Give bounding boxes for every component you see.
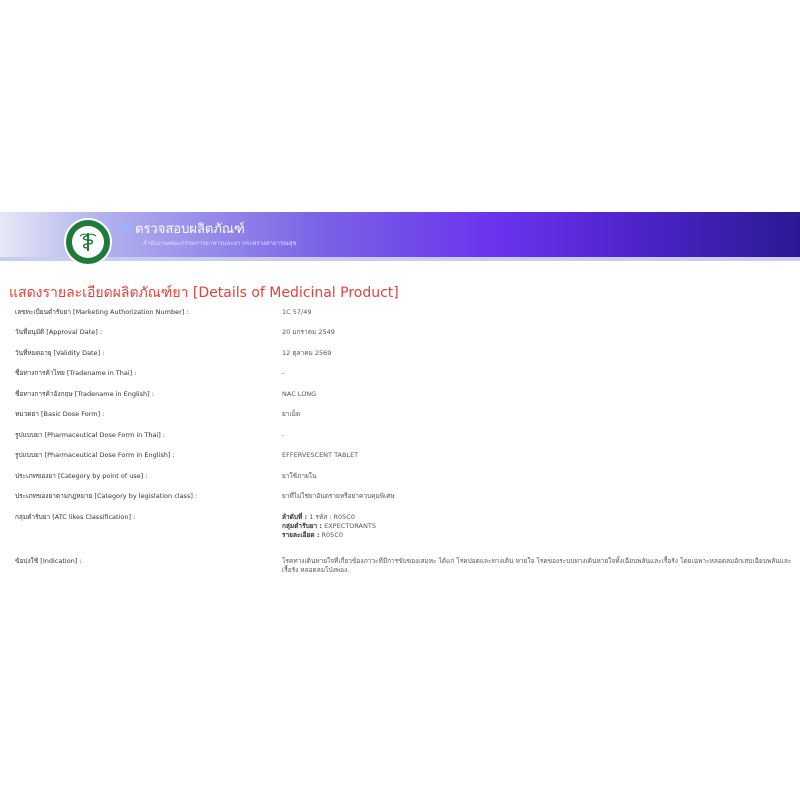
detail-value: - — [282, 431, 285, 439]
bullet-dot-icon — [123, 223, 131, 231]
atc-values — [282, 513, 800, 540]
detail-label: วันที่หมดอายุ [Validity Date] : — [15, 349, 105, 357]
detail-value: ยาที่ไม่ใช่ยาอันตรายหรือยาควบคุมพิเศษ — [282, 492, 395, 500]
header-underline — [0, 257, 800, 261]
ministry-of-public-health-seal-icon[interactable] — [64, 218, 112, 266]
atc-order-mid: 1 รหัส : — [309, 513, 332, 521]
page-title: แสดงรายละเอียดผลิตภัณฑ์ยา [Details of Medicinal Product] — [9, 285, 399, 301]
detail-value: NAC LONG — [282, 390, 317, 398]
detail-label: ชื่อทางการค้าไทย [Tradename in Thai] : — [15, 369, 137, 377]
detail-value: 12 ตุลาคม 2569 — [282, 349, 332, 357]
detail-value: - — [282, 369, 285, 377]
detail-value: EFFERVESCENT TABLET — [282, 451, 359, 459]
atc-group-value: EXPECTORANTS — [324, 522, 376, 530]
atc-group-key: กลุ่มตำรับยา : — [282, 522, 323, 530]
site-subtitle: สำนักงานคณะกรรมการอาหารและยา กระทรวงสาธารณสุข — [143, 240, 297, 247]
detail-label: ชื่อทางการค้าอังกฤษ [Tradename in English] : — [15, 390, 154, 398]
detail-label: วันที่อนุมัติ [Approval Date] : — [15, 328, 103, 336]
indication-text: โรคทางเดินหายใจที่เกี่ยวข้องภาวะที่มีการขับของเสมหะ ได้แก่ โรคปอดและทางเดิน หายใจ โรคของระบบทางเดินหายใจทั้งเฉียบพลันและเรื้อรัง โดยเฉพาะหลอดลมอักเสบเฉียบพลันและเรื้อรัง หลอดลมโป่งพอง. — [282, 557, 792, 574]
detail-value: ยาใช้ภายใน — [282, 472, 317, 480]
detail-label: เลขทะเบียนตำรับยา [Marketing Authorization Number] : — [15, 308, 189, 316]
detail-label: หมวดยา [Basic Dose Form] : — [15, 410, 105, 418]
detail-label: ประเภทของยาตามกฎหมาย [Category by legislation class] : — [15, 492, 198, 500]
detail-value: 20 มกราคม 2549 — [282, 328, 335, 336]
atc-order-key: ลำดับที่ : — [282, 513, 308, 521]
detail-value: 1C 57/49 — [282, 308, 312, 316]
atc-detail-key: รายละเอียด : — [282, 531, 320, 539]
atc-code: R05C0 — [333, 513, 355, 521]
detail-value: ยาเม็ด — [282, 410, 301, 418]
detail-label: กลุ่มตำรับยา [ATC likes Classification] : — [15, 513, 136, 521]
detail-label: ข้อบ่งใช้ [Indication] : — [15, 557, 82, 565]
site-title[interactable]: ตรวจสอบผลิตภัณฑ์ — [135, 222, 245, 237]
detail-label: ประเภทของยา [Category by point of use] : — [15, 472, 148, 480]
detail-label: รูปแบบยา [Pharmaceutical Dose Form in Thai] : — [15, 431, 166, 439]
detail-label: รูปแบบยา [Pharmaceutical Dose Form in English] : — [15, 451, 175, 459]
atc-detail-value: R05C0 — [321, 531, 343, 539]
header-banner — [0, 212, 800, 257]
